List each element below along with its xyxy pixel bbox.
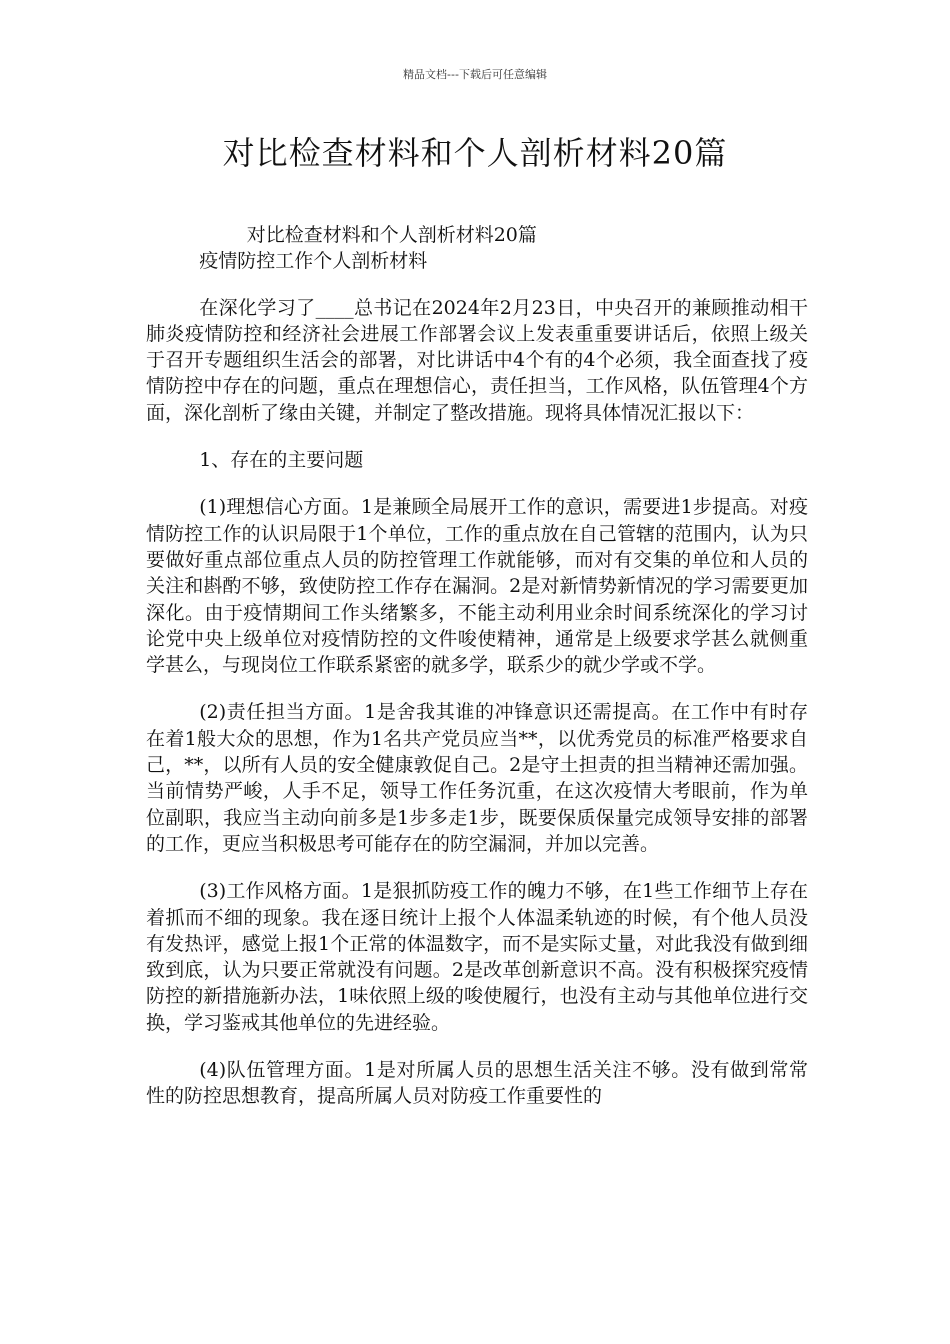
- paragraph-team-management: (4)队伍管理方面。1是对所属人员的思想生活关注不够。没有做到常常性的防控思想教育，提高所属人员对防疫工作重要性的: [146, 1059, 808, 1108]
- document-title: 对比检查材料和个人剖析材料20篇: [222, 134, 728, 172]
- main-problems-heading: 1、存在的主要问题: [199, 449, 364, 472]
- paragraph-responsibility: (2)责任担当方面。1是舍我其谁的冲锋意识还需提高。在工作中有时存在着1般大众的思想，作为1名共产党员应当**，以优秀党员的标准严格要求自己，**，以所有人员的安全健康敦促自己。2是守土担责的担当精神还需加强。当前情势严峻，人手不足，领导工作任务沉重，在这次疫情大考眼前，作为单位副职，我应当主动向前多是1步多走1步，既要保质保量完成领导安排的部署的工作，更应当积极思考可能存在的防空漏洞，并加以完善。: [146, 701, 808, 855]
- document-body: [146, 222, 808, 1110]
- section-heading: 疫情防控工作个人剖析材料: [199, 250, 428, 273]
- intro-paragraph: 在深化学习了____总书记在2024年2月23日，中央召开的兼顾推动相干肺炎疫情防控和经济社会进展工作部署会议上发表重重要讲话后，依照上级关于召开专题组织生活会的部署，对比讲话中4个有的4个必须，我全面查找了疫情防控中存在的问题，重点在理想信心，责任担当，工作风格，队伍管理4个方面，深化剖析了缘由关键，并制定了整改措施。现将具体情况汇报以下：: [146, 296, 808, 424]
- paragraph-work-style: (3)工作风格方面。1是狠抓防疫工作的魄力不够，在1些工作细节上存在着抓而不细的现象。我在逐日统计上报个人体温柔轨迹的时候，有个他人员没有发热评，感觉上报1个正常的体温数字，而不是实际丈量，对此我没有做到细致到底，认为只要正常就没有问题。2是改革创新意识不高。没有积极探究疫情防控的新措施新办法，1味依照上级的唆使履行，也没有主动与其他单位进行交换，学习鉴戒其他单位的先进经验。: [146, 880, 808, 1034]
- document-subtitle: 对比检查材料和个人剖析材料20篇: [246, 224, 537, 246]
- paragraph-ideals-beliefs: (1)理想信心方面。1是兼顾全局展开工作的意识，需要进1步提高。对疫情防控工作的认识局限于1个单位，工作的重点放在自己管辖的范围内，认为只要做好重点部位重点人员的防控管理工作就能够，而对有交集的单位和人员的关注和斟酌不够，致使防控工作存在漏洞。2是对新情势新情况的学习需要更加深化。由于疫情期间工作头绪繁多，不能主动利用业余时间系统深化的学习讨论党中央上级单位对疫情防控的文件唆使精神，通常是上级要求学甚么就侧重学甚么，与现岗位工作联系紧密的就多学，联系少的就少学或不学。: [146, 496, 808, 677]
- page-header-note: 精品文档---下载后可任意编辑: [403, 68, 547, 81]
